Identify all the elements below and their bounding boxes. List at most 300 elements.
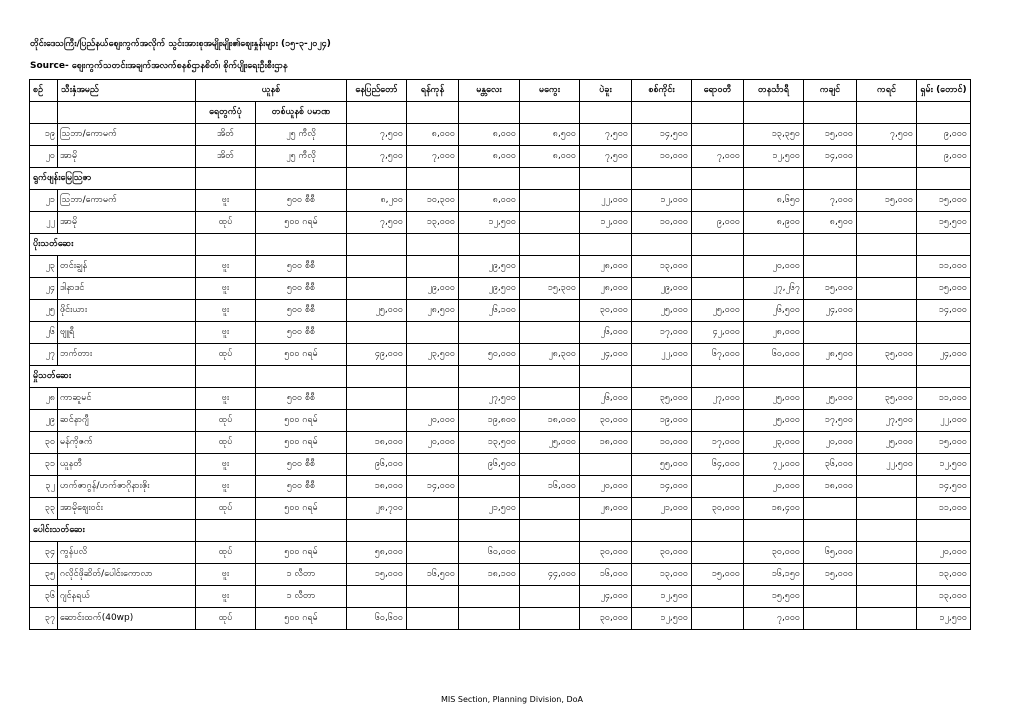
price-cell: ၂၀,၀၀၀: [407, 410, 459, 432]
price-cell: ၂၀,၀၀၀: [580, 476, 632, 498]
footer: MIS Section, Planning Division, DoA: [440, 695, 583, 704]
price-cell: [459, 322, 520, 344]
price-cell: ၁၈,၀၀၀: [520, 410, 580, 432]
price-cell: ၁၃,၀၀၀: [632, 256, 692, 278]
price-cell: [520, 322, 580, 344]
price-cell: ၂၇,၀၀၀: [692, 388, 744, 410]
price-cell: [347, 322, 407, 344]
header-market: တနင်္သာရီ: [744, 80, 804, 102]
price-cell: ၂၄,၀၀၀: [580, 586, 632, 608]
price-cell: ၈,၂၀၀: [347, 190, 407, 212]
price-cell: ၁၇,၅၀၀: [804, 410, 857, 432]
price-cell: [692, 256, 744, 278]
row-number: ၂၈: [30, 388, 58, 410]
row-number: ၂၅: [30, 300, 58, 322]
price-cell: [692, 542, 744, 564]
price-cell: [407, 454, 459, 476]
row-number: ၃၀: [30, 432, 58, 454]
price-cell: ၂၈,၀၀၀: [580, 498, 632, 520]
price-cell: [347, 278, 407, 300]
price-cell: ၄၂,၀၀၀: [692, 322, 744, 344]
unit-size: ၁ လီတာ: [256, 586, 347, 608]
table-row: [30, 410, 971, 432]
unit-size: ၂၅ ကီလို: [256, 124, 347, 146]
item-name: ဘက်တား: [58, 344, 196, 366]
header-market: စစ်ကိုင်း: [632, 80, 692, 102]
price-cell: ၁၂,၅၀၀: [744, 146, 804, 168]
row-number: ၁၉: [30, 124, 58, 146]
price-cell: ၂၆,၁၀၀: [459, 300, 520, 322]
row-number: ၃၃: [30, 498, 58, 520]
price-cell: ၃၀,၀၀၀: [692, 498, 744, 520]
price-cell: ၂၅,၀၀၀: [804, 388, 857, 410]
header-market: ရှမ်း (တောင်): [917, 80, 971, 102]
unit-size: ၅၀၀ စီစီ: [256, 454, 347, 476]
price-cell: ၂၇,၂၆၇: [744, 278, 804, 300]
price-cell: ၁၃,၀၀၀: [407, 212, 459, 234]
price-cell: ၁၃,၃၅၀: [744, 124, 804, 146]
price-cell: ၈,၀၀၀: [459, 146, 520, 168]
price-cell: ၈,၉၀၀: [744, 212, 804, 234]
price-cell: [804, 322, 857, 344]
price-cell: ၃၅,၀၀၀: [857, 344, 917, 366]
table-row: [30, 498, 971, 520]
price-cell: ၃၀,၀၀၀: [632, 542, 692, 564]
price-cell: ၁၂,၅၀၀: [632, 586, 692, 608]
price-cell: ၇,၀၀၀: [692, 146, 744, 168]
price-cell: [407, 388, 459, 410]
price-cell: ၁၃,၀၀၀: [917, 586, 971, 608]
source-line: Source- ဈေးကွက်သတင်းအချက်အလက်စနစ်ဌာနစိတ်၊ စိုက်ပျိုးရေးဦးစီးဌာန: [30, 61, 288, 71]
price-cell: ၇,၅၀၀: [347, 212, 407, 234]
table-row: [30, 146, 971, 168]
price-cell: ၉,၀၀၀: [917, 124, 971, 146]
unit-size: ၅၀၀ စီစီ: [256, 322, 347, 344]
price-cell: ၅၀,၀၀၀: [459, 344, 520, 366]
price-cell: [692, 278, 744, 300]
header-unit-size: တစ်ယူနစ် ပမာဏ: [256, 102, 347, 124]
price-cell: ၂၁,၀၀၀: [632, 498, 692, 520]
price-cell: ၂၂,၀၀၀: [917, 410, 971, 432]
price-cell: ၈,၀၀၀: [459, 124, 520, 146]
price-cell: ၁၄,၀၀၀: [407, 476, 459, 498]
header-market: ပဲခူး: [580, 80, 632, 102]
unit-pack: အိတ်: [196, 124, 256, 146]
price-cell: [459, 476, 520, 498]
price-cell: [692, 124, 744, 146]
price-cell: ၈,၀၀၀: [459, 190, 520, 212]
price-cell: [692, 608, 744, 630]
price-table: [29, 79, 971, 630]
price-cell: ၁၂,၀၀၀: [580, 212, 632, 234]
header-no: စဉ်: [30, 80, 58, 102]
item-name: ယူနတီ: [58, 454, 196, 476]
item-name: ကွန်ပလိ: [58, 542, 196, 564]
price-cell: [917, 322, 971, 344]
unit-size: ၅၀၀ စီစီ: [256, 190, 347, 212]
row-number: ၂၇: [30, 344, 58, 366]
price-cell: ၁၁,၀၀၀: [917, 498, 971, 520]
price-cell: [407, 256, 459, 278]
table-row: [30, 608, 971, 630]
item-name: ဗျူရီ: [58, 322, 196, 344]
unit-pack: ဗူး: [196, 454, 256, 476]
price-cell: ၁၉,၈၀၀: [459, 410, 520, 432]
price-cell: [407, 322, 459, 344]
price-cell: ၁၉,၀၀၀: [632, 410, 692, 432]
unit-pack: ထုပ်: [196, 498, 256, 520]
price-cell: [857, 256, 917, 278]
price-cell: [857, 476, 917, 498]
price-cell: ၃၀,၀၀၀: [580, 608, 632, 630]
price-cell: ၁၂,၅၀၀: [917, 454, 971, 476]
unit-pack: ထုပ်: [196, 608, 256, 630]
item-name: တင်းချွန်: [58, 256, 196, 278]
price-cell: ၁၄,၀၀၀: [804, 146, 857, 168]
row-number: ၂၄: [30, 278, 58, 300]
price-cell: ၁၈,၁၀၀: [459, 564, 520, 586]
price-cell: ၁၂,၅၀၀: [917, 608, 971, 630]
price-cell: ၂၅,၀၀၀: [347, 300, 407, 322]
header-market: ကရင်: [857, 80, 917, 102]
table-row: [30, 542, 971, 564]
unit-pack: ဗူး: [196, 388, 256, 410]
price-cell: ၂၂,၀၀၀: [580, 190, 632, 212]
price-cell: ၁၆,၁၅၀: [744, 564, 804, 586]
price-cell: [804, 256, 857, 278]
unit-size: ၅၀၀ ဂရမ်: [256, 344, 347, 366]
price-cell: ၁၇,၀၀၀: [692, 432, 744, 454]
header-row: [30, 80, 971, 102]
price-cell: [347, 388, 407, 410]
price-cell: ၂၆,၀၀၀: [580, 322, 632, 344]
price-cell: ၂၁,၅၀၀: [459, 498, 520, 520]
price-cell: ၁၈,၄၀၀: [744, 498, 804, 520]
price-cell: ၂၈,၀၀၀: [744, 322, 804, 344]
price-cell: ၉,၀၀၀: [692, 212, 744, 234]
price-cell: ၂၈,၃၀၀: [520, 344, 580, 366]
price-cell: ၂၅,၀၀၀: [744, 388, 804, 410]
price-cell: ၁၃,၀၀၀: [632, 564, 692, 586]
price-cell: [804, 498, 857, 520]
price-cell: ၂၀,၀၀၀: [804, 432, 857, 454]
price-cell: ၁၂,၅၀၀: [632, 608, 692, 630]
section-row: [30, 168, 971, 190]
price-cell: ၁၈,၀၀၀: [804, 476, 857, 498]
price-cell: ၉,၀၀၀: [917, 146, 971, 168]
price-cell: ၂၅,၀၀၀: [744, 410, 804, 432]
price-cell: ၁၅,၀၀၀: [917, 432, 971, 454]
price-cell: ၆၇,၀၀၀: [692, 344, 744, 366]
header-unit: ယူနစ်: [196, 80, 347, 102]
price-cell: ၇,၅၀၀: [580, 146, 632, 168]
unit-pack: ဗူး: [196, 322, 256, 344]
subheader-row: [30, 102, 971, 124]
header-market: မကွေး: [520, 80, 580, 102]
row-number: ၃၁: [30, 454, 58, 476]
price-cell: ၂၃,၀၀၀: [744, 432, 804, 454]
price-cell: ၁၅,၅၀၀: [917, 212, 971, 234]
price-cell: ၆၅,၀၀၀: [804, 542, 857, 564]
unit-size: ၅၀၀ စီစီ: [256, 256, 347, 278]
price-cell: ၁၄,၀၀၀: [917, 300, 971, 322]
price-cell: [407, 586, 459, 608]
price-cell: ၁၇,၀၀၀: [632, 322, 692, 344]
price-cell: ၂၉,၅၀၀: [459, 278, 520, 300]
price-cell: ၃၀,၀၀၀: [580, 542, 632, 564]
unit-size: ၅၀၀ ဂရမ်: [256, 410, 347, 432]
price-cell: ၃၅,၀၀၀: [632, 388, 692, 410]
price-cell: ၇၂,၀၀၀: [744, 454, 804, 476]
price-cell: ၃၀,၀၀၀: [580, 410, 632, 432]
price-cell: ၁၅,၀၀၀: [804, 564, 857, 586]
row-number: ၂၂: [30, 212, 58, 234]
price-cell: [407, 608, 459, 630]
section-label: ပိုးသတ်ဆေး: [30, 234, 196, 256]
page-title: တိုင်းဒေသကြီး/ပြည်နယ်ဈေးကွက်အလိုက် သွင်းအားစုအမျိုးမျိုး၏ဈေးနှုန်းများ (၁၅-၃-၂၀၂၄): [30, 39, 331, 49]
price-cell: ၁၀,၀၀၀: [632, 432, 692, 454]
price-cell: ၆၄,၀၀၀: [692, 454, 744, 476]
price-cell: [520, 542, 580, 564]
price-cell: ၄၉,၀၀၀: [347, 344, 407, 366]
price-cell: ၁၁,၀၀၀: [917, 256, 971, 278]
table-row: [30, 300, 971, 322]
table-row: [30, 586, 971, 608]
price-cell: ၁၅,၃၀၀: [520, 278, 580, 300]
unit-size: ၅၀၀ ဂရမ်: [256, 608, 347, 630]
price-cell: ၉၆,၀၀၀: [347, 454, 407, 476]
item-name: အာမိုဈေးဝင်း: [58, 498, 196, 520]
row-number: ၂၀: [30, 146, 58, 168]
table-row: [30, 476, 971, 498]
item-name: ဩဘာ/ကောမက်: [58, 190, 196, 212]
item-name: ဖိုင်းယား: [58, 300, 196, 322]
price-cell: ၁၀,၃၀၀: [407, 190, 459, 212]
row-number: ၃၆: [30, 586, 58, 608]
unit-size: ၅၀၀ စီစီ: [256, 476, 347, 498]
price-cell: ၃၆,၀၀၀: [804, 454, 857, 476]
price-cell: ၂၄,၀၀၀: [804, 300, 857, 322]
price-cell: ၁၀,၀၀၀: [632, 146, 692, 168]
price-cell: ၂၈,၅၀၀: [407, 300, 459, 322]
price-cell: [520, 498, 580, 520]
price-cell: ၄၄,၀၀၀: [520, 564, 580, 586]
section-row: [30, 366, 971, 388]
price-cell: ၂၀,၀၀၀: [407, 432, 459, 454]
price-cell: [692, 190, 744, 212]
price-cell: [520, 190, 580, 212]
price-cell: ၂၅,၀၀၀: [692, 300, 744, 322]
unit-size: ၅၀၀ ဂရမ်: [256, 498, 347, 520]
unit-pack: ထုပ်: [196, 212, 256, 234]
price-cell: ၁၅,၀၀၀: [347, 564, 407, 586]
unit-size: ၅၀၀ ဂရမ်: [256, 432, 347, 454]
price-cell: ၂၅,၀၀၀: [632, 300, 692, 322]
unit-size: ၂၅ ကီလို: [256, 146, 347, 168]
table-row: [30, 432, 971, 454]
price-cell: [857, 212, 917, 234]
price-cell: ၈,၅၀၀: [520, 124, 580, 146]
price-cell: [857, 564, 917, 586]
unit-pack: ဗူး: [196, 586, 256, 608]
price-cell: ၂၃,၅၀၀: [407, 344, 459, 366]
price-cell: ၁၆,၅၀၀: [407, 564, 459, 586]
price-cell: [347, 586, 407, 608]
price-cell: ၇,၅၀၀: [347, 124, 407, 146]
item-name: ဆောင်းထက်(40wp): [58, 608, 196, 630]
price-cell: ၇,၅၀၀: [857, 124, 917, 146]
unit-pack: ဗူး: [196, 476, 256, 498]
item-name: ဟက်ဇာဂွန်/ဟက်ဇာဂိုနားဇိုး: [58, 476, 196, 498]
price-cell: [520, 388, 580, 410]
price-cell: [857, 146, 917, 168]
price-cell: ၂၆,၅၀၀: [744, 300, 804, 322]
price-cell: [459, 586, 520, 608]
price-cell: [857, 278, 917, 300]
unit-size: ၅၀၀ ဂရမ်: [256, 212, 347, 234]
price-cell: ၈,၀၀၀: [520, 146, 580, 168]
item-name: ဩဘာ/ကောမက်: [58, 124, 196, 146]
table-row: [30, 256, 971, 278]
unit-pack: ဗူး: [196, 190, 256, 212]
row-number: ၃၄: [30, 542, 58, 564]
price-cell: ၁၃,၅၀၀: [459, 432, 520, 454]
table-row: [30, 322, 971, 344]
price-cell: ၆၀,၆၀၀: [347, 608, 407, 630]
item-name: အာမို: [58, 146, 196, 168]
row-number: ၂၃: [30, 256, 58, 278]
price-cell: ၂၈,၀၀၀: [580, 256, 632, 278]
row-number: ၂၁: [30, 190, 58, 212]
price-cell: ၁၅,၀၀၀: [692, 564, 744, 586]
price-cell: ၇,၀၀၀: [744, 608, 804, 630]
price-cell: [580, 454, 632, 476]
header-market: နေပြည်တော်: [347, 80, 407, 102]
unit-size: ၅၀၀ စီစီ: [256, 278, 347, 300]
price-cell: ၉၆,၅၀၀: [459, 454, 520, 476]
section-label: ရွက်ဖျန်းမြေဩဇာ: [30, 168, 196, 190]
header-market: မန္တလေး: [459, 80, 520, 102]
unit-pack: ထုပ်: [196, 432, 256, 454]
header-market: ကချင်: [804, 80, 857, 102]
price-cell: ၁၅,၀၀၀: [804, 124, 857, 146]
price-cell: ၂၈,၀၀၀: [580, 278, 632, 300]
price-cell: [857, 322, 917, 344]
price-cell: [407, 542, 459, 564]
price-cell: [459, 608, 520, 630]
price-cell: ၈,၀၀၀: [407, 124, 459, 146]
row-number: ၃၅: [30, 564, 58, 586]
item-name: ဂျင်နရယ်: [58, 586, 196, 608]
price-cell: ၁၁,၀၀၀: [917, 388, 971, 410]
price-cell: [857, 542, 917, 564]
price-cell: ၇,၀၀၀: [804, 190, 857, 212]
section-row: [30, 520, 971, 542]
price-cell: [857, 498, 917, 520]
table-row: [30, 190, 971, 212]
price-cell: [804, 586, 857, 608]
unit-size: ၅၀၀ ဂရမ်: [256, 542, 347, 564]
price-cell: ၂၀,၀၀၀: [744, 476, 804, 498]
price-cell: ၂၀,၀၀၀: [917, 542, 971, 564]
price-cell: [347, 410, 407, 432]
price-cell: [857, 300, 917, 322]
price-cell: ၁၅,၀၀၀: [917, 190, 971, 212]
price-cell: [520, 256, 580, 278]
price-cell: ၂၂,၀၀၀: [632, 344, 692, 366]
row-number: ၂၉: [30, 410, 58, 432]
price-cell: [520, 300, 580, 322]
price-cell: ၂၅,၀၀၀: [520, 432, 580, 454]
unit-pack: ဗူး: [196, 278, 256, 300]
header-market: ရောဝတီ: [692, 80, 744, 102]
price-cell: [692, 476, 744, 498]
price-cell: ၂၇,၅၀၀: [857, 410, 917, 432]
price-cell: ၃၀,၀၀၀: [744, 542, 804, 564]
price-cell: ၅၈,၀၀၀: [347, 542, 407, 564]
price-cell: ၁၈,၀၀၀: [347, 476, 407, 498]
price-cell: ၁၆,၀၀၀: [520, 476, 580, 498]
price-cell: ၃၅,၀၀၀: [857, 388, 917, 410]
price-cell: ၁၀,၀၀၀: [632, 212, 692, 234]
price-cell: [857, 586, 917, 608]
header-unit-pack: ရေတွက်ပုံ: [196, 102, 256, 124]
price-cell: ၁၄,၀၀၀: [632, 476, 692, 498]
unit-pack: ဗူး: [196, 256, 256, 278]
price-cell: ၈,၅၀၀: [804, 212, 857, 234]
price-cell: [857, 608, 917, 630]
price-cell: ၁၅,၅၀၀: [744, 586, 804, 608]
section-label: မှိုသတ်ဆေး: [30, 366, 196, 388]
price-cell: ၅၅,၀၀၀: [632, 454, 692, 476]
row-number: ၃၂: [30, 476, 58, 498]
price-cell: ၁၂,၅၀၀: [459, 212, 520, 234]
table-row: [30, 278, 971, 300]
price-cell: ၁၅,၀၀၀: [804, 278, 857, 300]
header-market: ရန်ကုန်: [407, 80, 459, 102]
price-cell: ၂၂,၅၀၀: [857, 454, 917, 476]
price-cell: ၃၀,၀၀၀: [580, 300, 632, 322]
table-row: [30, 344, 971, 366]
price-cell: [407, 498, 459, 520]
unit-pack: ဗူး: [196, 564, 256, 586]
price-cell: ၁၅,၀၀၀: [857, 190, 917, 212]
price-cell: ၂၆,၀၀၀: [580, 388, 632, 410]
table-row: [30, 124, 971, 146]
price-cell: [804, 608, 857, 630]
item-name: ဒါနာဒင်: [58, 278, 196, 300]
row-number: ၃၇: [30, 608, 58, 630]
price-cell: ၂၇,၅၀၀: [459, 388, 520, 410]
price-cell: ၂၄,၀၀၀: [917, 344, 971, 366]
price-cell: ၈,၆၅၀: [744, 190, 804, 212]
unit-size: ၅၀၀ စီစီ: [256, 388, 347, 410]
item-name: ဂလိုင်ဖိုဆိတ်/ပေါင်းကောလာ: [58, 564, 196, 586]
price-cell: ၁၂,၀၀၀: [632, 190, 692, 212]
price-cell: ၁၈,၀၀၀: [580, 432, 632, 454]
item-name: ဆင်နာဂျီ: [58, 410, 196, 432]
price-cell: ၁၅,၀၀၀: [917, 278, 971, 300]
unit-size: ၁ လီတာ: [256, 564, 347, 586]
unit-size: ၅၀၀ စီစီ: [256, 300, 347, 322]
price-cell: [520, 212, 580, 234]
section-label: ပေါင်းသတ်ဆေး: [30, 520, 196, 542]
item-name: ကာဆူမင်: [58, 388, 196, 410]
table-row: [30, 454, 971, 476]
price-cell: [692, 410, 744, 432]
price-cell: [347, 256, 407, 278]
price-cell: ၆၀,၀၀၀: [459, 542, 520, 564]
